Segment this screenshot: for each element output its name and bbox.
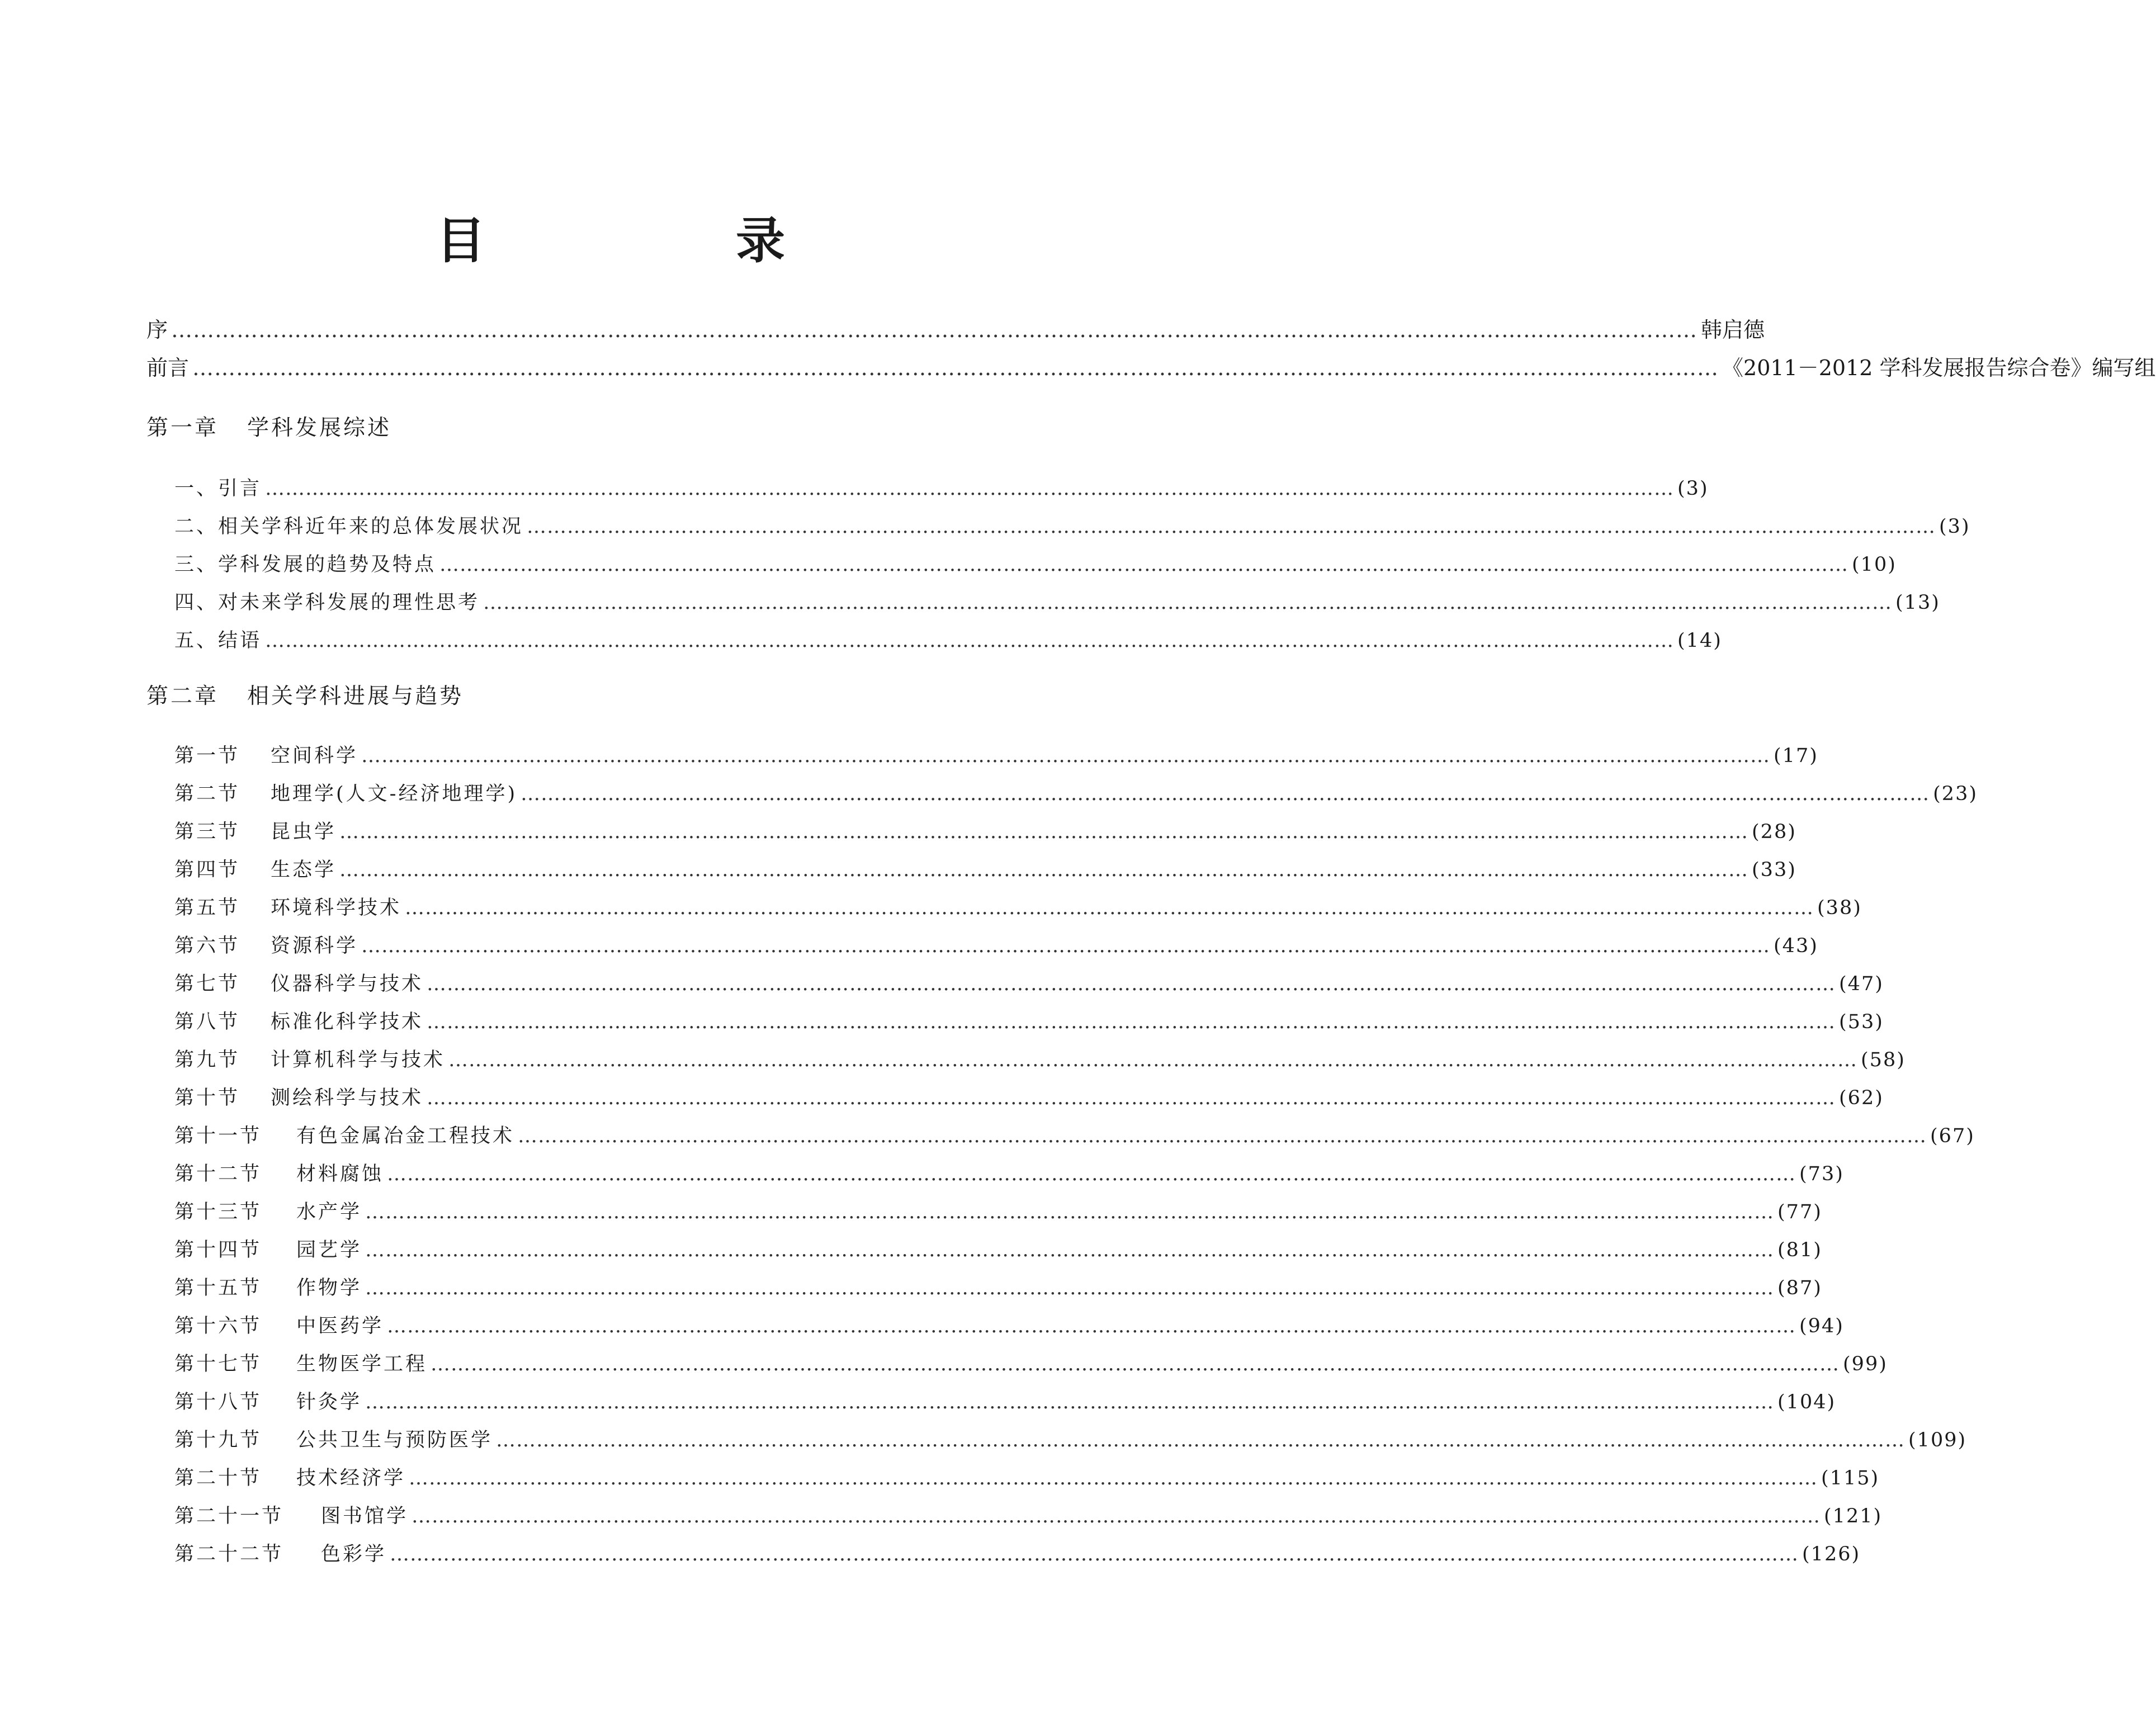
toc-entry-page: (53) — [1839, 1011, 1884, 1033]
toc-section-entry[interactable] — [174, 854, 1796, 886]
section-label: 第十节 — [174, 1087, 240, 1109]
toc-section-entry[interactable] — [174, 1006, 1884, 1038]
toc-section-entry[interactable] — [174, 892, 1862, 924]
section-label: 第十五节 — [174, 1277, 262, 1299]
toc-section-entry[interactable] — [174, 1273, 1822, 1304]
toc-entry[interactable] — [174, 625, 1722, 656]
toc-entry-title: 图书馆学 — [321, 1505, 409, 1527]
chapter-1-heading[interactable] — [146, 411, 391, 445]
section-label: 第六节 — [174, 935, 240, 957]
toc-entry-title: 公共卫生与预防医学 — [296, 1429, 493, 1451]
leader-dots: ………………………………………………………………………………………………………………………………………………………………………………………… — [365, 1201, 1775, 1223]
toc-entry-page: (13) — [1895, 592, 1940, 614]
toc-entry-title: 标准化科学技术 — [271, 1011, 424, 1033]
leader-dots: ………………………………………………………………………………………………………………………………………………………………………………………… — [365, 1239, 1775, 1261]
toc-section-entry[interactable] — [174, 1120, 1975, 1152]
toc-section-entry[interactable] — [174, 1082, 1884, 1114]
leader-dots: ………………………………………………………………………………………………………………………………………………………………………………………… — [521, 783, 1930, 805]
toc-entry-page: (94) — [1799, 1315, 1844, 1337]
toc-section-entry[interactable] — [174, 816, 1796, 848]
toc-section-entry[interactable] — [174, 1158, 1844, 1190]
section-label: 第十七节 — [174, 1353, 262, 1375]
section-label: 第九节 — [174, 1049, 240, 1071]
toc-section-entry[interactable] — [174, 1349, 1888, 1380]
toc-section-entry[interactable] — [174, 930, 1818, 962]
section-label: 第十九节 — [174, 1429, 262, 1451]
toc-entry-title: 材料腐蚀 — [296, 1163, 384, 1185]
toc-entry-page: (81) — [1777, 1239, 1822, 1261]
section-label: 第二十节 — [174, 1467, 262, 1489]
toc-section-entry[interactable] — [174, 1425, 1967, 1456]
toc-entry-page: (115) — [1821, 1467, 1880, 1489]
section-label: 第十四节 — [174, 1239, 262, 1261]
toc-entry-page: (47) — [1839, 973, 1884, 995]
section-label: 第十六节 — [174, 1315, 262, 1337]
leader-dots: ………………………………………………………………………………………………………………………………………………………………………………………… — [405, 897, 1814, 919]
section-label: 第十八节 — [174, 1391, 262, 1413]
toc-section-entry[interactable] — [174, 1463, 1880, 1494]
chapter-2-heading[interactable] — [146, 680, 464, 713]
toc-entry-title: 针灸学 — [296, 1391, 362, 1413]
leader-dots: ………………………………………………………………………………………………………………………………………………………………………………………… — [527, 515, 1936, 538]
toc-entry-title: 中医药学 — [296, 1315, 384, 1337]
toc-entry[interactable] — [174, 549, 1897, 580]
leader-dots: ………………………………………………………………………………………………………………………………………………………………………………………… — [339, 859, 1749, 881]
leader-dots: ………………………………………………………………………………………………………………………………………………………………………………………… — [192, 356, 1719, 380]
toc-entry-title: 前言 — [146, 356, 190, 380]
toc-entry-title: 生态学 — [271, 859, 337, 881]
toc-section-entry[interactable] — [174, 1387, 1836, 1418]
leader-dots: ………………………………………………………………………………………………………………………………………………………………………………………… — [390, 1543, 1799, 1565]
toc-entry-page: (23) — [1933, 783, 1978, 805]
toc-entry-preface[interactable] — [146, 313, 1765, 347]
leader-dots: ………………………………………………………………………………………………………………………………………………………………………………………… — [265, 477, 1675, 500]
section-label: 第十二节 — [174, 1163, 262, 1185]
chapter-title: 相关学科进展与趋势 — [247, 684, 464, 709]
toc-entry-title: 作物学 — [296, 1277, 362, 1299]
section-label: 第八节 — [174, 1011, 240, 1033]
section-label: 第二节 — [174, 783, 240, 805]
chapter-label: 第二章 — [146, 684, 219, 709]
toc-entry-page: (104) — [1777, 1391, 1836, 1413]
toc-entry-page: (126) — [1802, 1543, 1861, 1565]
toc-entry-page: (109) — [1908, 1429, 1967, 1451]
toc-section-entry[interactable] — [174, 968, 1884, 1000]
toc-entry-page: (58) — [1861, 1049, 1906, 1071]
toc-entry-title: 有色金属冶金工程技术 — [296, 1125, 515, 1147]
toc-entry-title: 水产学 — [296, 1201, 362, 1223]
toc-entry-title: 技术经济学 — [296, 1467, 406, 1489]
toc-entry-title: 测绘科学与技术 — [271, 1087, 424, 1109]
toc-entry-foreword[interactable] — [146, 351, 2156, 385]
toc-entry[interactable] — [174, 587, 1940, 618]
leader-dots: ………………………………………………………………………………………………………………………………………………………………………………………… — [427, 1011, 1836, 1033]
toc-entry-title: 地理学(人文-经济地理学) — [271, 783, 518, 805]
toc-entry-page: (99) — [1843, 1353, 1888, 1375]
page-title: 目 录 — [436, 211, 886, 269]
leader-dots: ………………………………………………………………………………………………………………………………………………………………………………………… — [365, 1391, 1775, 1413]
leader-dots: ………………………………………………………………………………………………………………………………………………………………………………………… — [365, 1277, 1775, 1299]
toc-entry-page: (14) — [1677, 630, 1722, 652]
toc-entry-author: 韩启德 — [1701, 318, 1765, 342]
section-label: 第一节 — [174, 745, 240, 767]
toc-entry-title: 序 — [146, 318, 168, 342]
toc-entry-title: 二、相关学科近年来的总体发展状况 — [174, 515, 524, 538]
section-label: 第三节 — [174, 821, 240, 843]
toc-entry-title: 四、对未来学科发展的理性思考 — [174, 592, 480, 614]
leader-dots: ………………………………………………………………………………………………………………………………………………………………………………………… — [439, 554, 1849, 576]
toc-entry-title: 生物医学工程 — [296, 1353, 428, 1375]
toc-entry-title: 昆虫学 — [271, 821, 337, 843]
toc-entry-title: 色彩学 — [321, 1543, 387, 1565]
toc-entry-page: (33) — [1752, 859, 1796, 881]
chapter-title: 学科发展综述 — [247, 415, 392, 441]
leader-dots: ………………………………………………………………………………………………………………………………………………………………………………………… — [361, 935, 1771, 957]
toc-section-entry[interactable] — [174, 1311, 1844, 1342]
toc-entry-page: (43) — [1774, 935, 1818, 957]
toc-entry-page: (77) — [1777, 1201, 1822, 1223]
toc-entry-page: (121) — [1824, 1505, 1883, 1527]
leader-dots: ………………………………………………………………………………………………………………………………………………………………………………………… — [171, 318, 1698, 342]
leader-dots: ………………………………………………………………………………………………………………………………………………………………………………………… — [518, 1125, 1927, 1147]
toc-entry[interactable] — [174, 511, 1970, 542]
section-label: 第七节 — [174, 973, 240, 995]
toc-entry-page: (28) — [1752, 821, 1796, 843]
toc-entry[interactable] — [174, 473, 1709, 504]
toc-entry-page: (73) — [1799, 1163, 1844, 1185]
section-label: 第二十二节 — [174, 1543, 284, 1565]
toc-entry-page: (38) — [1817, 897, 1862, 919]
leader-dots: ………………………………………………………………………………………………………………………………………………………………………………………… — [387, 1315, 1796, 1337]
leader-dots: ………………………………………………………………………………………………………………………………………………………………………………………… — [427, 973, 1836, 995]
toc-entry-title: 空间科学 — [271, 745, 358, 767]
toc-entry-page: (87) — [1777, 1277, 1822, 1299]
leader-dots: ………………………………………………………………………………………………………………………………………………………………………………………… — [427, 1087, 1836, 1109]
toc-entry-title: 仪器科学与技术 — [271, 973, 424, 995]
toc-section-entry[interactable] — [174, 1044, 1906, 1076]
toc-section-entry[interactable] — [174, 778, 1978, 810]
section-label: 第五节 — [174, 897, 240, 919]
leader-dots: ………………………………………………………………………………………………………………………………………………………………………………………… — [496, 1429, 1906, 1451]
leader-dots: ………………………………………………………………………………………………………………………………………………………………………………………… — [412, 1505, 1821, 1527]
section-label: 第二十一节 — [174, 1505, 284, 1527]
toc-entry-title: 计算机科学与技术 — [271, 1049, 446, 1071]
toc-entry-page: (3) — [1677, 477, 1709, 500]
leader-dots: ………………………………………………………………………………………………………………………………………………………………………………………… — [265, 630, 1675, 652]
leader-dots: ………………………………………………………………………………………………………………………………………………………………………………………… — [431, 1353, 1840, 1375]
toc-entry-title: 资源科学 — [271, 935, 358, 957]
toc-entry-page: (67) — [1930, 1125, 1975, 1147]
section-label: 第十三节 — [174, 1201, 262, 1223]
toc-section-entry[interactable] — [174, 1501, 1883, 1532]
leader-dots: ………………………………………………………………………………………………………………………………………………………………………………………… — [483, 592, 1893, 614]
leader-dots: ………………………………………………………………………………………………………………………………………………………………………………………… — [339, 821, 1749, 843]
toc-entry-title: 园艺学 — [296, 1239, 362, 1261]
toc-section-entry[interactable] — [174, 1196, 1822, 1228]
toc-section-entry[interactable] — [174, 740, 1818, 772]
leader-dots: ………………………………………………………………………………………………………………………………………………………………………………………… — [409, 1467, 1818, 1489]
toc-entry-page: (62) — [1839, 1087, 1884, 1109]
toc-section-entry[interactable] — [174, 1539, 1861, 1570]
toc-entry-page: (3) — [1939, 515, 1970, 538]
toc-entry-title: 环境科学技术 — [271, 897, 402, 919]
leader-dots: ………………………………………………………………………………………………………………………………………………………………………………………… — [448, 1049, 1858, 1071]
chapter-label: 第一章 — [146, 415, 219, 441]
leader-dots: ………………………………………………………………………………………………………………………………………………………………………………………… — [361, 745, 1771, 767]
toc-section-entry[interactable] — [174, 1234, 1822, 1266]
toc-entry-title: 五、结语 — [174, 630, 262, 652]
toc-entry-author: 《2011－2012 学科发展报告综合卷》编写组 — [1722, 356, 2156, 380]
section-label: 第十一节 — [174, 1125, 262, 1147]
toc-entry-title: 三、学科发展的趋势及特点 — [174, 554, 437, 576]
toc-entry-page: (17) — [1774, 745, 1818, 767]
toc-entry-page: (10) — [1852, 554, 1897, 576]
leader-dots: ………………………………………………………………………………………………………………………………………………………………………………………… — [387, 1163, 1796, 1185]
section-label: 第四节 — [174, 859, 240, 881]
toc-entry-title: 一、引言 — [174, 477, 262, 500]
